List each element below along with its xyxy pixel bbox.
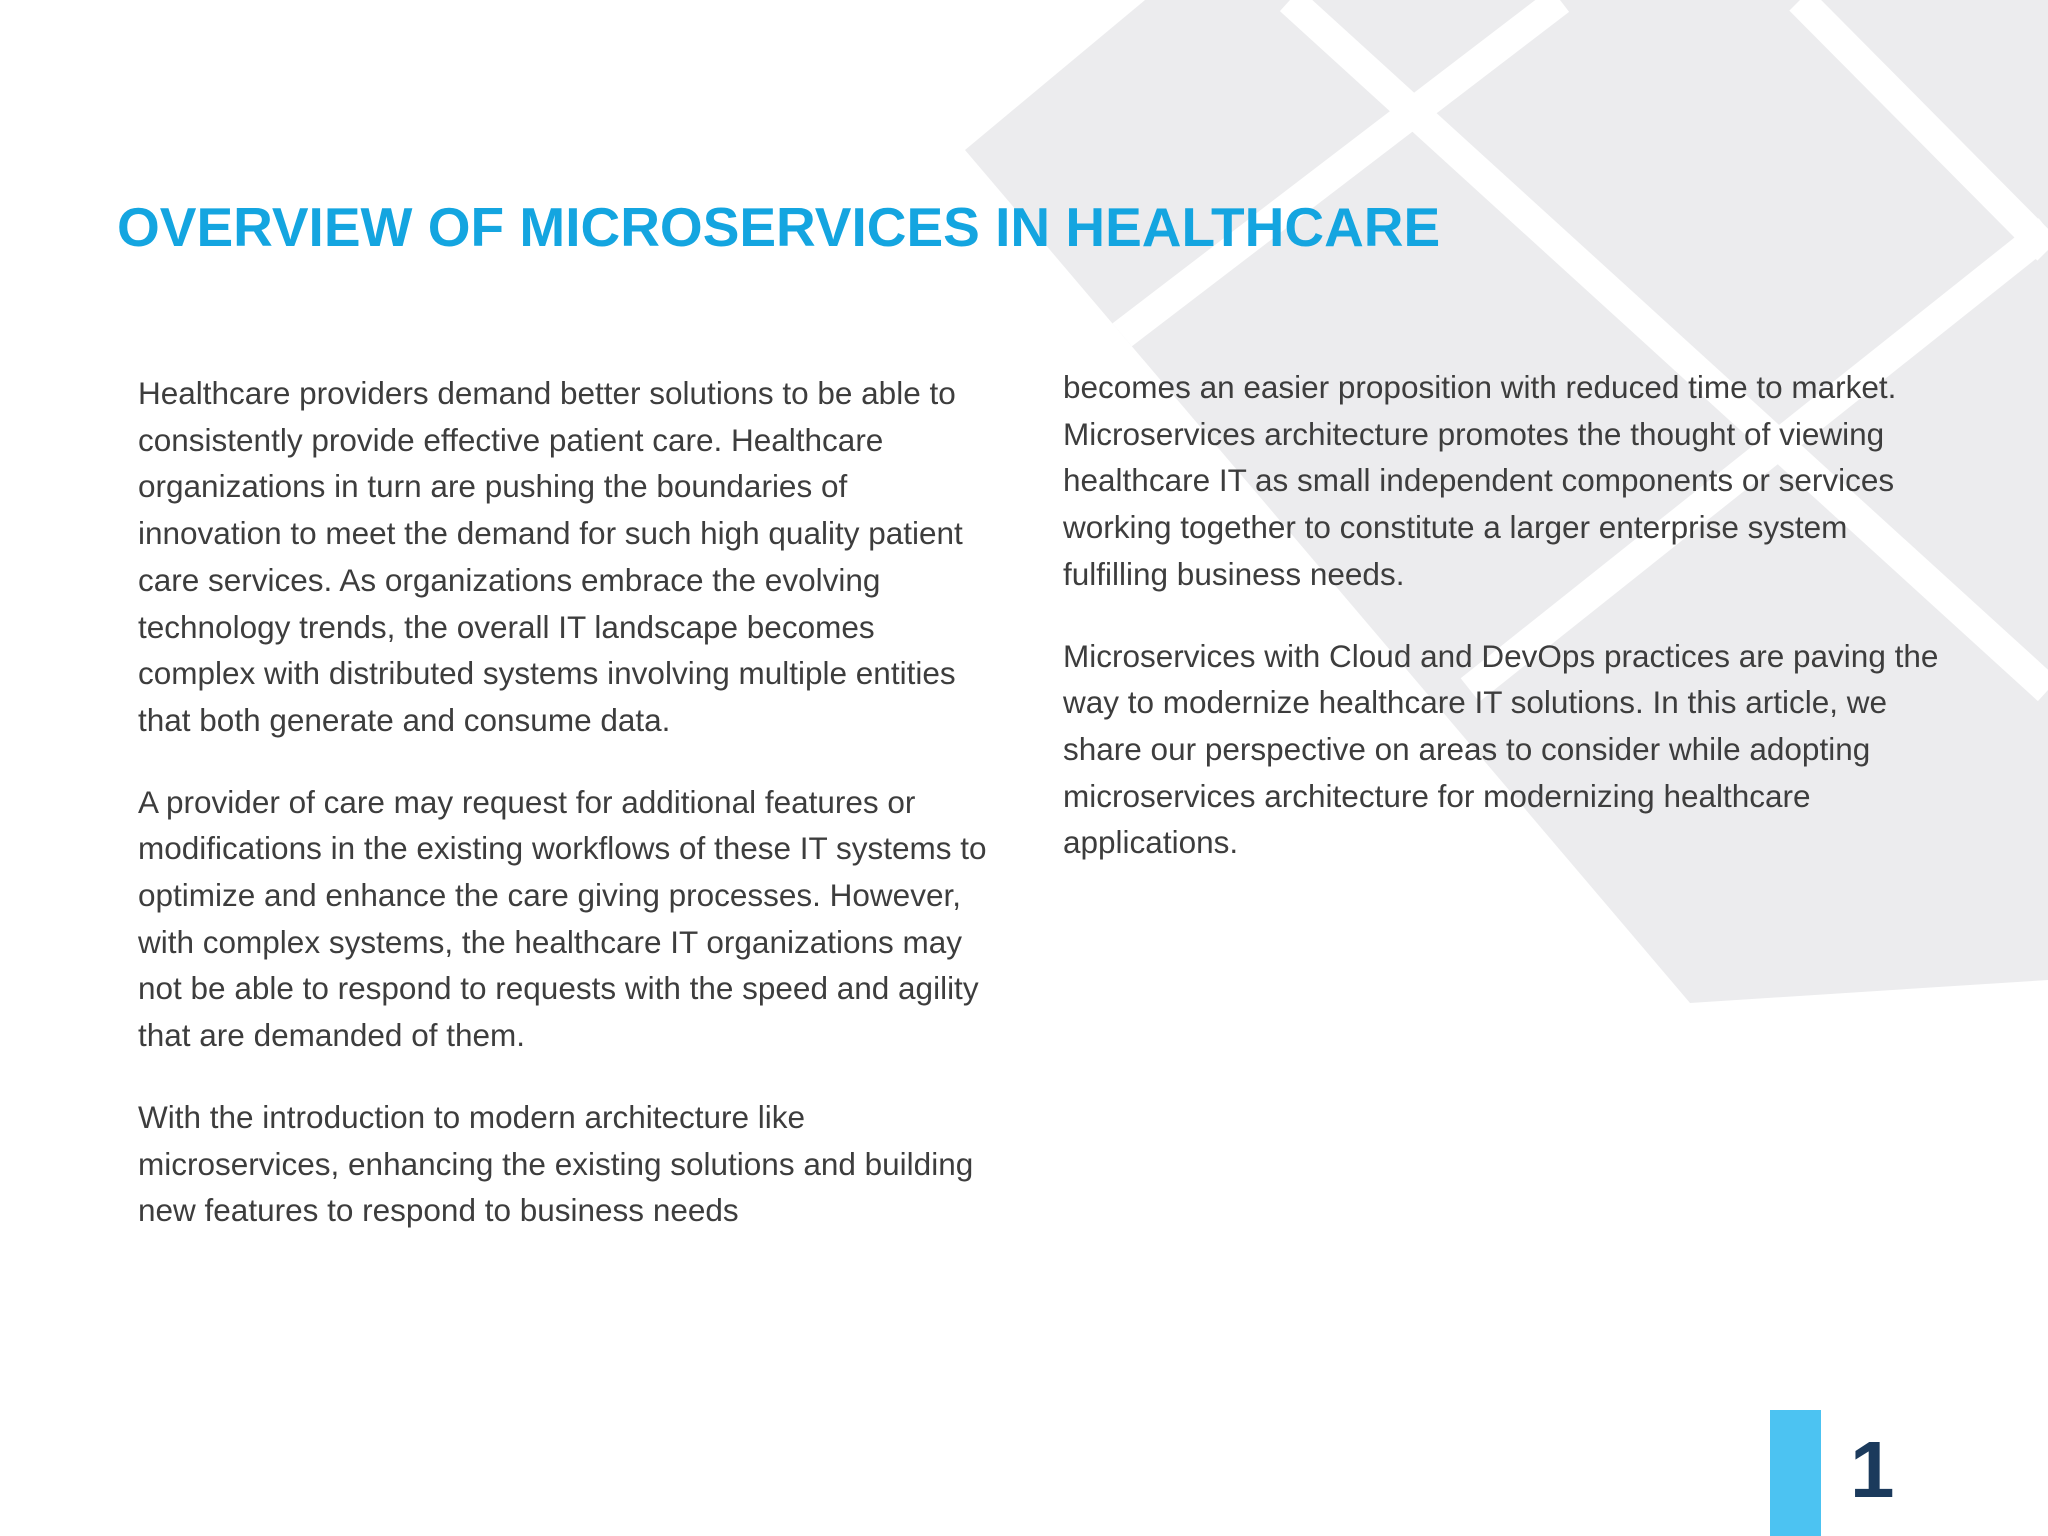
paragraph: Healthcare providers demand better solutions to be able to consistently provide effective patient care. Healthcare organizations in turn are pushing the boundaries of innovation to meet the demand for such high quality patient care services. As organizations embrace the evolving technology trends, the overall IT landscape becomes complex with distributed systems involving multiple entities that both generate and consume data. xyxy=(138,375,963,738)
page-title: OVERVIEW OF MICROSERVICES IN HEALTHCARE xyxy=(117,196,1441,258)
paragraph: A provider of care may request for additional features or modifications in the existing workflows of these IT systems to optimize and enhance the care giving processes. However, with complex systems, the healthcare IT organizations may not be able to respond to requests with the speed and agility that are demanded of them. xyxy=(138,783,987,1054)
paragraph: becomes an easier proposition with reduced time to market. Microservices architecture promotes the thought of viewing healthcare IT as small independent components or services working together to constitute a larger enterprise system fulfilling business needs. xyxy=(1063,369,1897,592)
left-column xyxy=(138,370,998,1269)
paragraph: Microservices with Cloud and DevOps practices are paving the way to modernize healthcare IT solutions. In this article, we share our perspective on areas to consider while adopting microservices architecture for modernizing healthcare applications. xyxy=(1063,637,1939,861)
paragraph: With the introduction to modern architecture like microservices, enhancing the existing solutions and building new features to respond to business needs xyxy=(138,1098,974,1229)
page-number-accent-bar xyxy=(1770,1410,1821,1536)
page-number: 1 xyxy=(1850,1425,1895,1514)
right-column xyxy=(1063,364,1943,901)
